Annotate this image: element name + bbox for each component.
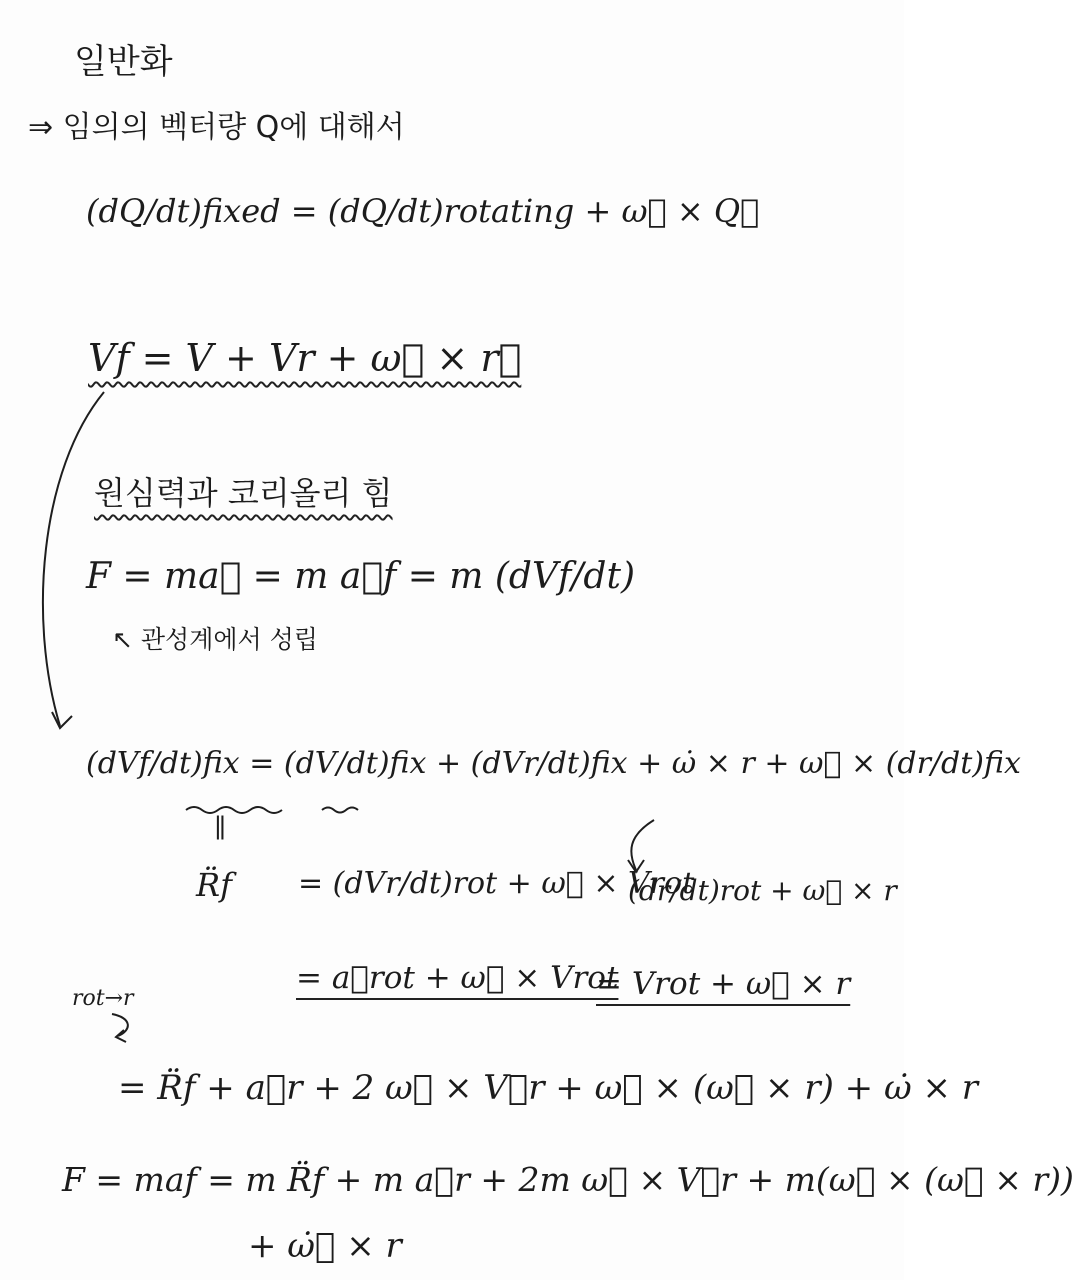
equation-newton: F = ma⃗ = m a⃗f = m (dVf/dt) <box>86 556 635 597</box>
curved-arrow-connector <box>43 392 104 726</box>
equation-arot: = a⃗rot + ω⃗ × Vrot <box>296 960 619 996</box>
intro-text: ⇒ 임의의 벡터량 Q에 대해서 <box>28 110 405 145</box>
wavy-mark-dvr <box>322 808 358 813</box>
equation-force-tail: + ω̇⃗ × r <box>248 1226 402 1266</box>
small-arrow-head <box>628 860 644 872</box>
equation-vrot: = Vrot + ω⃗ × r <box>596 966 851 1002</box>
section-heading: 원심력과 코리올리 힘 <box>94 474 393 512</box>
equation-force: F = maf = m R̈f + m a⃗r + 2m ω⃗ × V⃗r + m(ω⃗ × (ω⃗ × r)) <box>62 1160 1074 1199</box>
rf-double-dot-label: R̈f <box>196 866 232 904</box>
equation-rotating-1: = (dVr/dt)rot + ω⃗ × Vrot <box>298 866 695 901</box>
wavy-mark-dv <box>186 807 282 813</box>
equation-rotating-2: (dr/dt)rot + ω⃗ × r <box>628 874 897 907</box>
note-title: 일반화 <box>74 42 173 82</box>
equation-acceleration-expansion: (dVf/dt)fix = (dV/dt)fix + (dVr/dt)fix + ω̇ × r + ω⃗ × (dr/dt)fix <box>86 746 1021 781</box>
curved-arrow-head <box>52 712 72 728</box>
inertial-frame-note: ↖ 관성계에서 성립 <box>112 625 318 654</box>
equation-general-vector: (dQ/dt)fixed = (dQ/dt)rotating + ω⃗ × Q⃗ <box>86 192 760 230</box>
equation-total-acceleration: = R̈f + a⃗r + 2 ω⃗ × V⃗r + ω⃗ × (ω⃗ × r) + ω̇ × r <box>118 1068 979 1108</box>
rot-to-r-note: rot→r <box>72 986 134 1011</box>
equation-velocity: Vf = V + Vr + ω⃗ × r⃗ <box>88 336 522 380</box>
equality-mark: ∥ <box>214 814 227 844</box>
